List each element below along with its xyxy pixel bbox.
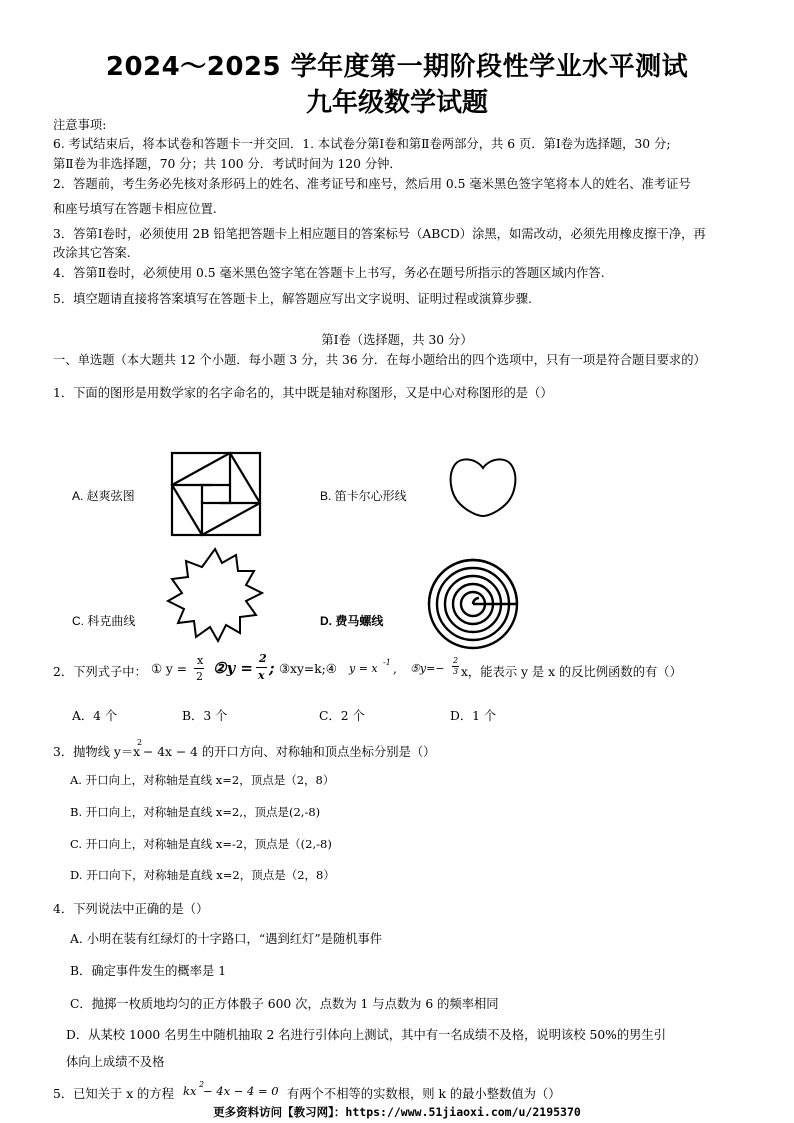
- koch-snowflake: [160, 545, 270, 645]
- q2-option-b: B．3 个: [182, 709, 228, 723]
- q4-option-c: C．抛掷一枚质地均匀的正方体骰子 600 次，点数为 1 与点数为 6 的频率相同: [70, 997, 499, 1011]
- q2-formula-5: ⑤y=−: [410, 662, 445, 675]
- zhao-shuang-diagram: [168, 449, 264, 539]
- question-2-stem: [53, 654, 753, 686]
- question-5-stem: [53, 1080, 753, 1104]
- q2-f5-numerator: 2: [453, 656, 459, 665]
- q4-option-d-cont: 体向上成绩不及格: [66, 1055, 165, 1069]
- notes-line: 4．答第Ⅱ卷时，必须使用 0.5 毫米黑色签字笔在答题卡上书写，务必在题号所指示的答题区域内作答.: [53, 266, 605, 280]
- section-title: 第Ⅰ卷（选择题，共 30 分）: [321, 333, 473, 347]
- q2-formula-4: y = x: [349, 662, 378, 675]
- q3-option-a: A. 开口向上，对称轴是直线 x=2，顶点是（2，8）: [70, 773, 335, 787]
- exam-subtitle: 九年级数学试题: [305, 88, 488, 118]
- q5-eq-b: − 4x − 4 = 0: [203, 1084, 279, 1098]
- question-4-stem: 4．下列说法中正确的是（）: [53, 902, 209, 916]
- q2-option-d: D．1 个: [450, 709, 497, 723]
- q1-option-b: B. 笛卡尔心形线: [320, 489, 407, 503]
- notes-heading: 注意事项:: [53, 118, 107, 132]
- q5-eq-exponent: 2: [199, 1080, 205, 1089]
- q2-f2-tail: ;: [269, 659, 275, 677]
- q1-option-d: D. 费马螺线: [320, 614, 384, 628]
- q2-formula-1: ① y =: [151, 662, 188, 676]
- q2-f1-numerator: x: [197, 654, 204, 667]
- footer-link[interactable]: 更多资料访问【教习网】：https://www.51jiaoxi.com/u/2195370: [213, 1105, 581, 1119]
- exam-title: 2024～2025 学年度第一期阶段性学业水平测试: [105, 52, 689, 82]
- q2-formula-2: ②y =: [213, 659, 253, 677]
- fraction-bar: [256, 667, 267, 668]
- question-3-stem: [53, 738, 753, 762]
- fermat-spiral: [425, 556, 521, 652]
- q2-f2-denominator: x: [258, 669, 265, 682]
- q3-option-c: C. 开口向上，对称轴是直线 x=-2，顶点是（(2,-8): [70, 837, 332, 851]
- q2-prefix: 2．下列式子中：: [53, 665, 147, 679]
- q5-suffix: 有两个不相等的实数根，则 k 的最小整数值为（）: [287, 1087, 561, 1101]
- q2-f5-denominator: 3: [453, 667, 459, 676]
- cardioid-curve: [448, 454, 518, 518]
- section-intro: 一、单选题（本大题共 12 个小题．每小题 3 分，共 36 分．在每小题给出的四个选项中，只有一项是符合题目要求的）: [53, 353, 706, 367]
- notes-line: 2．答题前，考生务必先核对条形码上的姓名、准考证号和座号，然后用 0.5 毫米黑色签字笔将本人的姓名、准考证号: [53, 177, 691, 191]
- q3-stem-exponent: 2: [137, 738, 143, 747]
- q4-option-a: A. 小明在装有红绿灯的十字路口，“遇到红灯”是随机事件: [70, 932, 383, 946]
- q4-option-b: B．确定事件发生的概率是 1: [70, 964, 227, 978]
- fraction-bar: [194, 668, 204, 669]
- q2-option-a: A．4 个: [72, 709, 118, 723]
- q2-f4-tail: ,: [393, 662, 397, 676]
- q2-f4-exponent: -1: [383, 658, 391, 667]
- q3-option-d: D. 开口向下，对称轴是直线 x=2，顶点是（2，8）: [70, 868, 335, 882]
- q2-f5-tail: x，能表示 y 是 x 的反比例函数的有（）: [461, 665, 682, 679]
- q2-option-c: C．2 个: [319, 709, 365, 723]
- q2-f2-numerator: 2: [259, 652, 267, 665]
- q5-eq-a: kx: [183, 1084, 197, 1098]
- notes-line: 和座号填写在答题卡相应位置.: [53, 202, 217, 216]
- q2-f1-denominator: 2: [196, 670, 203, 683]
- notes-line: 5．填空题请直接将答案填写在答题卡上，解答题应写出文字说明、证明过程或演算步骤.: [53, 292, 533, 306]
- q3-option-b: B. 开口向上，对称轴是直线 x=2,，顶点是(2,-8): [70, 805, 321, 819]
- q1-option-a: A. 赵爽弦图: [72, 489, 135, 503]
- notes-line: 第Ⅱ卷为非选择题，70 分；共 100 分．考试时间为 120 分钟．: [53, 157, 402, 171]
- notes-line: 改涂其它答案.: [53, 246, 131, 260]
- q5-prefix: 5．已知关于 x 的方程: [53, 1087, 174, 1101]
- notes-line: 3．答第Ⅰ卷时，必须使用 2B 铅笔把答题卡上相应题目的答案标号（ABCD）涂黑，如需改动，必须先用橡皮擦干净，再: [53, 227, 706, 241]
- q3-stem-prefix: 3．抛物线 y＝x: [53, 745, 141, 759]
- q1-option-c: C. 科克曲线: [72, 614, 136, 628]
- q2-formula-3: ③xy=k;④: [279, 662, 337, 676]
- question-1-stem: 1．下面的图形是用数学家的名字命名的，其中既是轴对称图形，又是中心对称图形的是（）: [53, 386, 553, 400]
- notes-line: 6. 考试结束后，将本试卷和答题卡一并交回．1. 本试卷分第Ⅰ卷和第Ⅱ卷两部分，共 6 页．第Ⅰ卷为选择题，30 分;: [53, 137, 671, 151]
- q4-option-d: D．从某校 1000 名男生中随机抽取 2 名进行引体向上测试，其中有一名成绩不及格，说明该校 50%的男生引: [66, 1028, 667, 1042]
- q3-stem-suffix: − 4x − 4 的开口方向、对称轴和顶点坐标分别是（）: [143, 745, 436, 759]
